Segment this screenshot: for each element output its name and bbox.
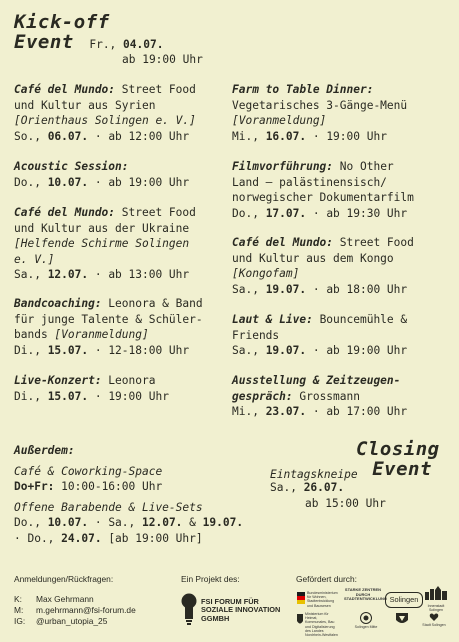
event-registration-note: [Voranmeldung] (54, 328, 149, 342)
starke-zentren-logo (344, 587, 388, 608)
event-title-rest: Leonora (101, 374, 156, 387)
solingen-logo-text: Solingen (389, 595, 419, 604)
kickoff-title-line2: Event (14, 31, 74, 53)
event-desc: Land – palästinensisch/ (232, 175, 387, 189)
kickoff-date-prefix: Fr., (89, 38, 124, 51)
event-registration-note: [Voranmeldung] (232, 114, 327, 128)
event-cafe-syrien (14, 82, 229, 144)
event-date: 17.07. (265, 206, 307, 220)
cafe-coworking-title: Café & Coworking-Space (14, 464, 163, 478)
event-desc: für junge Talente & Schüler- (14, 312, 203, 326)
kickoff-title-line2-row (14, 33, 163, 53)
contact-name: Max Gehrmann (36, 594, 94, 604)
cafe-coworking-time: 10:00-16:00 Uhr (54, 480, 163, 494)
event-desc: Friends (232, 328, 280, 342)
event-date: 12.07. (47, 268, 89, 282)
kickoff-time: ab 19:00 Uhr (122, 53, 203, 66)
innenstadt-solingen-text: Stadt Solingen (422, 623, 446, 627)
innenstadt-logo-text: Innenstadt Solingen (427, 604, 445, 613)
event-acoustic-session (14, 159, 229, 190)
event-date: 10.07. (47, 175, 89, 189)
funding-heading: Gefördert durch: (296, 574, 357, 584)
bund-logo-text: Bundesministerium für Wohnen, Stadtentwicklung und Bauwesen (307, 591, 338, 608)
ministerium-logo-text: Ministerium für Heimat, Kommunales, Bau und Digitalisierung des Landes Nordrhein-Westfalen (305, 612, 338, 638)
stadt-solingen-logo (390, 612, 414, 630)
event-day: Sa., (14, 268, 48, 282)
event-day: Di., (14, 389, 48, 403)
event-title-cont: gespräch: (232, 389, 293, 403)
event-date: 16.07. (265, 129, 307, 143)
event-time: · 12-18:00 Uhr (88, 343, 190, 357)
event-date: 23.07. (265, 405, 307, 419)
event-organizer: [Orienthaus Solingen e. V.] (14, 114, 196, 128)
event-date: 19.07. (265, 282, 307, 296)
event-desc: und Kultur aus Syrien (14, 98, 156, 112)
kickoff-date: 04.07. (123, 38, 164, 51)
contact-email[interactable]: m.gehrmann@fsi-forum.de (36, 605, 136, 615)
event-title-rest: Bouncemühle & (312, 313, 408, 326)
cafe-coworking-days: Do+Fr: (14, 480, 55, 494)
event-desc: und Kultur aus dem Kongo (232, 251, 394, 265)
event-cafe-ukraine (14, 205, 229, 283)
barabende-time: [ab 19:00 Uhr] (101, 531, 203, 545)
quarter-emblem-icon (360, 612, 372, 624)
event-title-rest: No Other (333, 160, 394, 173)
event-title: Filmvorführung: (232, 160, 334, 173)
barabende-date: 12.07. (142, 516, 183, 530)
event-desc: und Kultur aus der Ukraine (14, 221, 190, 235)
closing-date: 26.07. (303, 481, 345, 494)
barabende-separator: & (182, 516, 203, 530)
event-date: 15.07. (47, 389, 89, 403)
starke-zentren-text: STARKE ZENTREN DURCH STADTENTWICKLUNG (344, 587, 388, 602)
event-date: 15.07. (47, 343, 89, 357)
event-ausstellung (232, 373, 452, 420)
event-day: So., (14, 129, 48, 143)
event-title-rest: Grossmann (292, 389, 360, 403)
event-cafe-kongo (232, 235, 452, 297)
closing-day: Sa., (270, 481, 304, 494)
closing-title-line2-row (270, 460, 432, 480)
event-day: Sa., (232, 344, 266, 358)
event-title: Bandcoaching: (14, 297, 102, 310)
event-title: Laut & Live: (232, 313, 313, 326)
event-farm-to-table (232, 82, 452, 144)
solingen-logo (385, 592, 423, 608)
event-organizer-cont: e. V.] (14, 252, 55, 266)
event-time: · ab 18:00 Uhr (306, 282, 408, 296)
event-title-rest: Street Food (115, 206, 196, 219)
event-day: Di., (14, 343, 48, 357)
event-laut-und-live (232, 312, 452, 359)
event-time: · 19:00 Uhr (306, 129, 387, 143)
contact-ig-label: IG: (14, 616, 26, 626)
event-title-rest: Street Food (115, 83, 196, 96)
event-day: Do., (232, 206, 266, 220)
fsi-logo-line1: FSI FORUM FÜR (201, 597, 259, 606)
event-title: Farm to Table Dinner: (232, 83, 374, 96)
barabende-date: 10.07. (47, 516, 89, 530)
event-live-konzert (14, 373, 229, 404)
ausserdem-heading: Außerdem: (14, 444, 75, 457)
event-day: Mi., (232, 405, 266, 419)
contact-heading: Anmeldungen/Rückfragen: (14, 574, 114, 584)
ministerium-logo (297, 612, 339, 638)
event-title: Ausstellung & Zeitzeugen- (232, 374, 401, 387)
skyline-icon (424, 586, 448, 600)
event-date: 06.07. (47, 129, 89, 143)
event-day: Do., (14, 175, 48, 189)
closing-title-line2: Event (372, 458, 432, 480)
event-day: Sa., (232, 282, 266, 296)
event-time: · ab 13:00 Uhr (88, 268, 190, 282)
contact-m-label: M: (14, 605, 24, 615)
project-heading: Ein Projekt des: (181, 574, 240, 584)
barabende-date: 19.07. (202, 516, 244, 530)
innenstadt-logo (424, 585, 448, 613)
event-bandcoaching (14, 296, 229, 358)
barabende-date: 24.07. (61, 531, 102, 545)
solingen-mitte-logo (348, 612, 384, 630)
contact-block (14, 594, 184, 627)
event-organizer: [Kongofam] (232, 267, 300, 281)
event-date: 19.07. (265, 344, 307, 358)
nrw-crest-icon (297, 614, 303, 626)
event-filmvorfuehrung (232, 159, 452, 221)
solingen-mitte-text: Solingen Mitte (354, 625, 378, 629)
event-title: Café del Mundo: (232, 236, 334, 249)
closing-venue: Eintagskneipe (270, 468, 358, 481)
event-time: · ab 19:30 Uhr (306, 206, 408, 220)
event-title: Live-Konzert: (14, 374, 102, 387)
event-title-rest: Street Food (333, 236, 414, 249)
event-title: Acoustic Session: (14, 160, 129, 173)
kickoff-title-line1: Kick-off (14, 11, 110, 33)
fsi-logo-line3: GGMBH (201, 613, 230, 623)
contact-instagram[interactable]: @urban_utopia_25 (36, 616, 108, 626)
event-time: · ab 17:00 Uhr (306, 405, 408, 419)
event-time: · ab 19:00 Uhr (88, 175, 190, 189)
closing-date-row (270, 480, 344, 496)
closing-title-line1: Closing (356, 438, 440, 460)
innenstadt-solingen-logo (418, 612, 450, 630)
event-title: Café del Mundo: (14, 206, 116, 219)
barabende-day: · Do., (14, 531, 62, 545)
event-time: · ab 19:00 Uhr (306, 344, 408, 358)
barabende-title: Offene Barabende & Live-Sets (14, 500, 203, 514)
event-desc-cont: bands (14, 328, 55, 342)
fsi-logo-line2: SOZIALE INNOVATION (201, 605, 281, 615)
lightbulb-icon (181, 592, 197, 626)
bund-logo (297, 590, 337, 608)
event-title-rest: Leonora & Band (101, 297, 203, 310)
event-desc-cont: norwegischer Dokumentarfilm (232, 191, 414, 205)
barabende-separator: · Sa., (88, 516, 142, 530)
city-shield-icon (395, 612, 409, 626)
contact-k-label: K: (14, 594, 22, 604)
event-time: · 19:00 Uhr (88, 389, 169, 403)
event-title: Café del Mundo: (14, 83, 116, 96)
event-organizer: [Helfende Schirme Solingen (14, 237, 190, 251)
heart-icon (429, 612, 439, 622)
fsi-logo (181, 592, 281, 628)
ausserdem-section (14, 443, 264, 547)
barabende-day: Do., (14, 516, 48, 530)
federal-eagle-icon (297, 592, 305, 604)
event-time: · ab 12:00 Uhr (88, 129, 190, 143)
event-day: Mi., (232, 129, 266, 143)
closing-time: ab 15:00 Uhr (305, 497, 386, 510)
event-desc: Vegetarisches 3-Gänge-Menü (232, 98, 408, 112)
